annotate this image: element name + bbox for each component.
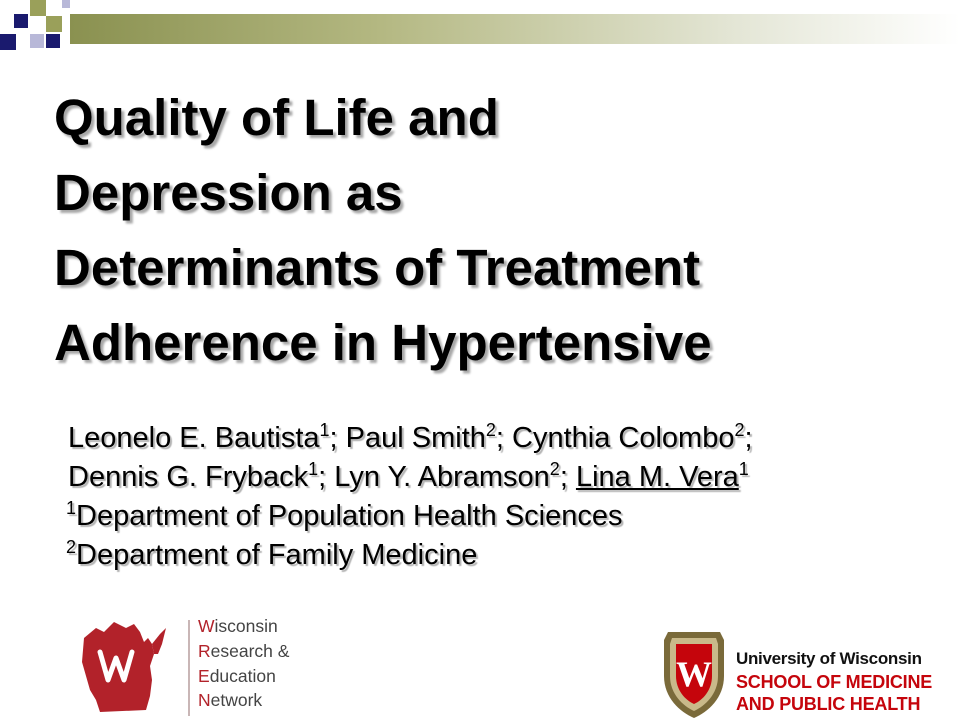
wren-line: Research & [198, 640, 290, 661]
author-separator: ; [329, 422, 338, 454]
svg-text:W: W [676, 654, 712, 694]
corner-square [30, 34, 44, 48]
wren-line: Wisconsin [198, 616, 278, 636]
affiliation-marker: 2 [734, 420, 745, 440]
corner-square [14, 14, 28, 28]
affiliation-name: Department of Population Health Sciences [76, 500, 623, 532]
affiliation-marker: 1 [319, 420, 330, 440]
author-name: Cynthia Colombo [512, 422, 735, 454]
wren-logo [80, 612, 340, 718]
title-line: Depression as [54, 164, 403, 221]
title-line: Adherence in Hypertensive [54, 314, 712, 371]
school-name: SCHOOL OF MEDICINE [736, 672, 933, 692]
title-line: Quality of Life and [54, 89, 499, 146]
author-separator: ; [495, 422, 504, 454]
wren-line: Education [198, 665, 276, 686]
authors-line-1 [68, 419, 948, 458]
wren-line: Network [198, 690, 263, 711]
affiliation-number: 1 [66, 498, 77, 518]
affiliation-marker: 2 [549, 459, 560, 479]
author-separator: ; [559, 461, 568, 493]
authors-line-2 [68, 458, 948, 497]
university-name: University of Wisconsin [736, 649, 922, 668]
affiliation-line-1 [66, 497, 948, 536]
corner-square [30, 0, 46, 16]
author-name: Leonelo E. Bautista [68, 422, 320, 454]
author-separator: ; [744, 422, 753, 454]
affiliation-line-2 [66, 536, 948, 575]
school-name-line-2: AND PUBLIC HEALTH [736, 694, 921, 714]
affiliation-number: 2 [66, 537, 77, 557]
slide-title [54, 80, 934, 380]
uw-logo [658, 628, 958, 720]
author-name: Paul Smith [345, 422, 486, 454]
corner-square [46, 16, 62, 32]
author-name: Lyn Y. Abramson [334, 461, 550, 493]
corner-square [62, 0, 70, 8]
author-name: Dennis G. Fryback [68, 461, 309, 493]
authors-block [68, 419, 948, 575]
corner-square [46, 34, 60, 48]
title-line: Determinants of Treatment [54, 239, 701, 296]
corner-square [0, 34, 16, 50]
affiliation-marker: 1 [738, 459, 749, 479]
affiliation-marker: 2 [485, 420, 496, 440]
affiliation-name: Department of Family Medicine [76, 539, 478, 571]
wren-logo-text [198, 614, 289, 713]
top-gradient-bar [70, 14, 960, 44]
affiliation-marker: 1 [308, 459, 319, 479]
author-separator: ; [318, 461, 327, 493]
uw-crest-icon [658, 628, 730, 720]
logo-divider [188, 620, 190, 716]
presenting-author-name: Lina M. Vera [575, 461, 739, 493]
wisconsin-map-icon [80, 614, 184, 716]
